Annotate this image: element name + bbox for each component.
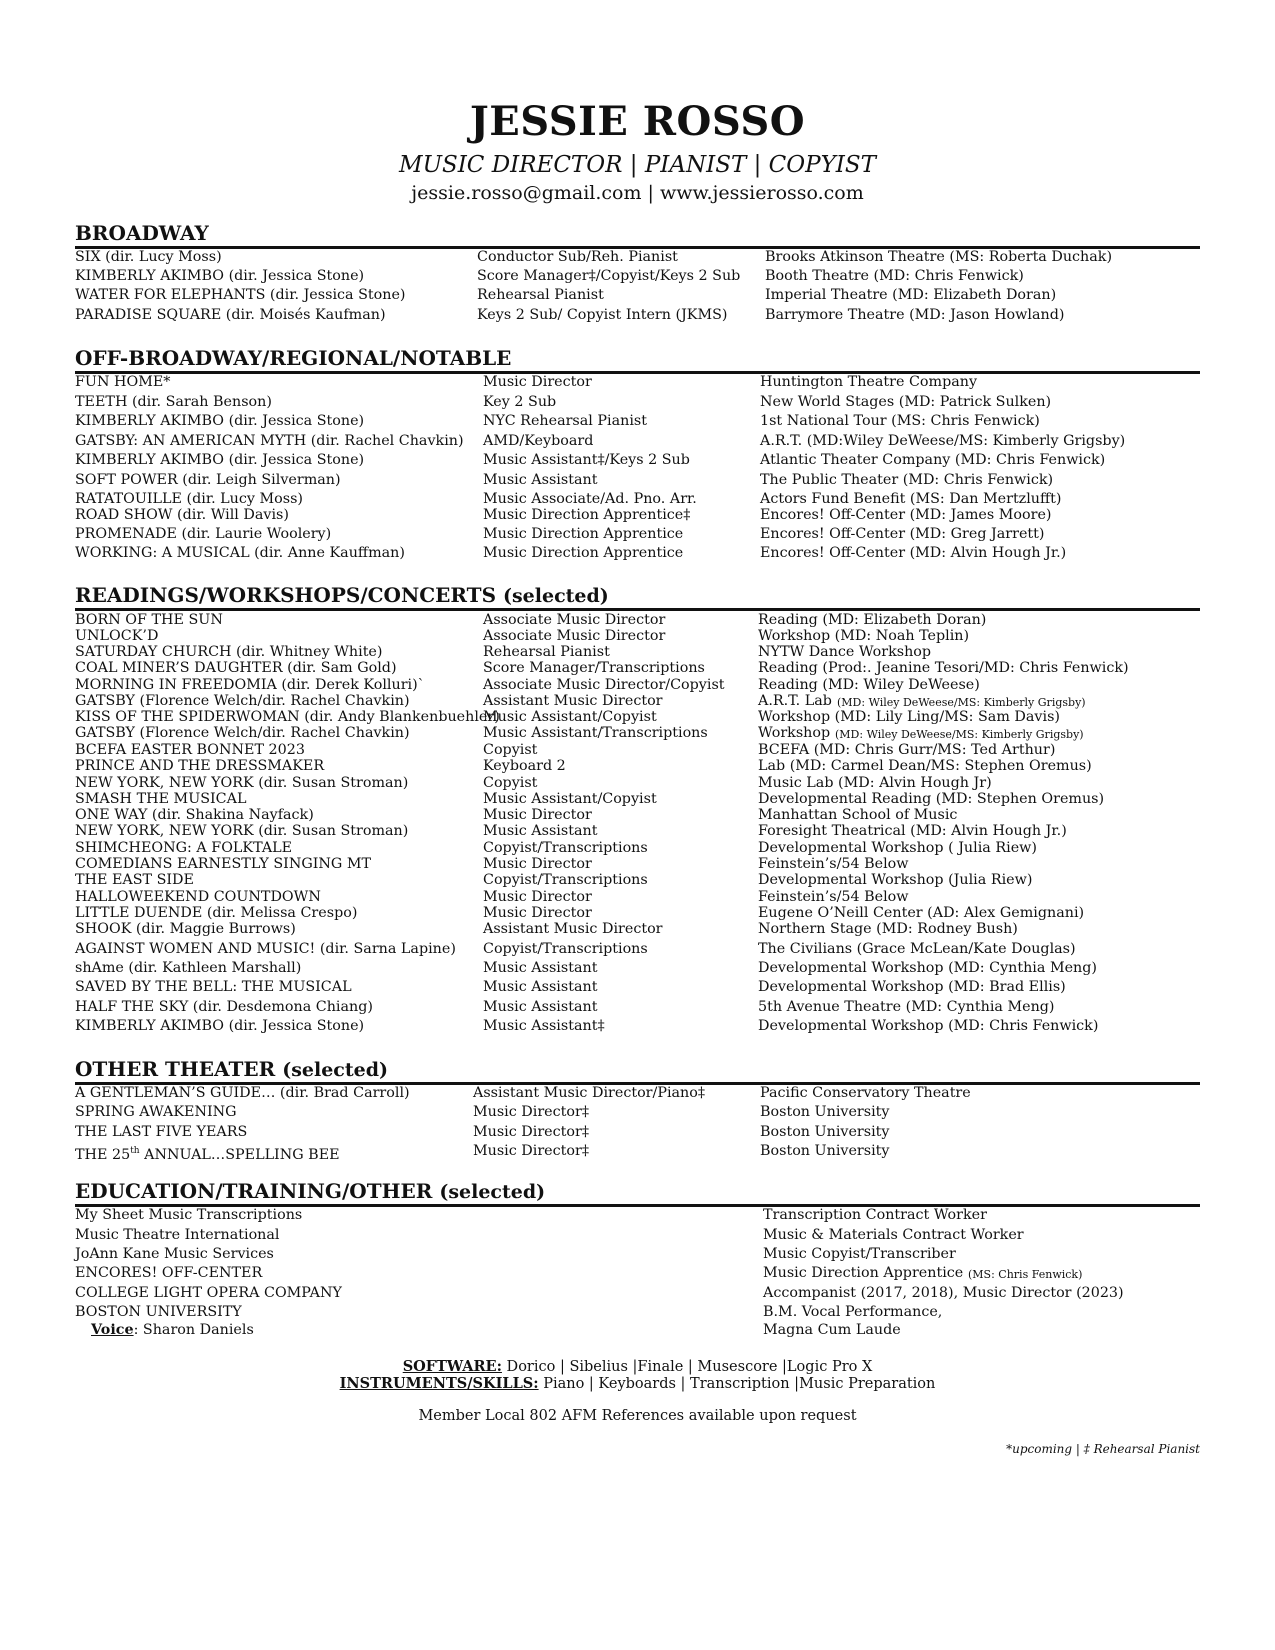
credit-role: Music Director [483, 905, 592, 921]
member-line: Member Local 802 AFM References available upon request [418, 1408, 857, 1424]
credit-title: GATSBY (Florence Welch/dir. Rachel Chavkin) [75, 725, 410, 741]
credit-title: NEW YORK, NEW YORK (dir. Susan Stroman) [75, 775, 409, 791]
credit-venue: Feinstein’s/54 Below [758, 889, 909, 905]
credit-role: Music Director‡ [473, 1124, 589, 1140]
list-item [75, 1227, 1200, 1244]
credit-venue: Boston University [760, 1104, 890, 1120]
credit-role: Music Director [483, 374, 592, 390]
credit-role: Music Assistant/Copyist [483, 709, 657, 725]
list-item [75, 725, 1200, 742]
education-org: COLLEGE LIGHT OPERA COMPANY [75, 1285, 342, 1301]
list-item [75, 677, 1200, 694]
list-item [75, 742, 1200, 759]
education-detail: Magna Cum Laude [763, 1322, 901, 1338]
credit-title: SATURDAY CHURCH (dir. Whitney White) [75, 644, 383, 660]
list-item [75, 905, 1200, 922]
credit-venue: BCEFA (MD: Chris Gurr/MS: Ted Arthur) [758, 742, 1056, 758]
credit-title: THE 25th ANNUAL…SPELLING BEE [75, 1146, 340, 1163]
list-item [75, 999, 1200, 1016]
credit-title: HALLOWEEKEND COUNTDOWN [75, 889, 321, 905]
credit-venue: Music Lab (MD: Alvin Hough Jr) [758, 775, 992, 791]
list-item [75, 307, 1200, 324]
section-title-other: OTHER THEATER (selected) [75, 1057, 388, 1081]
credit-role: Music Assistant [483, 960, 598, 976]
credit-role: Music Director‡ [473, 1143, 589, 1159]
credit-role: Music Director [483, 856, 592, 872]
education-detail: B.M. Vocal Performance, [763, 1304, 943, 1320]
software-value: Dorico | Sibelius |Finale | Musescore |Logic Pro X [501, 1359, 873, 1375]
credit-venue: Northern Stage (MD: Rodney Bush) [758, 921, 1018, 937]
credit-venue: Encores! Off-Center (MD: Alvin Hough Jr.) [760, 545, 1067, 561]
credit-venue: NYTW Dance Workshop [758, 644, 932, 660]
credit-role: Score Manager‡/Copyist/Keys 2 Sub [477, 268, 741, 284]
credit-role: Music Assistant‡ [483, 1018, 605, 1034]
list-item [75, 1085, 1200, 1102]
credit-venue: Workshop [758, 725, 831, 741]
list-item [75, 941, 1200, 958]
list-item [75, 856, 1200, 873]
credit-title: ROAD SHOW (dir. Will Davis) [75, 507, 289, 523]
credit-venue: The Civilians (Grace McLean/Kate Douglas) [758, 941, 1076, 957]
credit-role: Music Director‡ [473, 1104, 589, 1120]
credit-role: NYC Rehearsal Pianist [483, 413, 647, 429]
list-item [75, 823, 1200, 840]
list-item [75, 1104, 1200, 1121]
list-item [75, 433, 1200, 450]
education-detail: Music Copyist/Transcriber [763, 1246, 956, 1262]
credit-role: Music Director [483, 889, 592, 905]
list-item [75, 921, 1200, 938]
credit-role: Copyist/Transcriptions [483, 840, 648, 856]
list-item [75, 545, 1200, 562]
credit-role: Music Direction Apprentice‡ [483, 507, 691, 523]
credit-title: KIMBERLY AKIMBO (dir. Jessica Stone) [75, 452, 365, 468]
credit-title: LITTLE DUENDE (dir. Melissa Crespo) [75, 905, 358, 921]
section-title-readings: READINGS/WORKSHOPS/CONCERTS (selected) [75, 583, 609, 607]
list-item [75, 268, 1200, 285]
education-detail: Music Direction Apprentice [763, 1265, 964, 1281]
education-org: ENCORES! OFF-CENTER [75, 1265, 263, 1281]
credit-title: ONE WAY (dir. Shakina Nayfack) [75, 807, 314, 823]
education-org: Music Theatre International [75, 1227, 280, 1243]
credit-title: NEW YORK, NEW YORK (dir. Susan Stroman) [75, 823, 409, 839]
credit-title: shAme (dir. Kathleen Marshall) [75, 960, 302, 976]
credit-title: UNLOCK’D [75, 628, 159, 644]
credit-title: PROMENADE (dir. Laurie Woolery) [75, 526, 332, 542]
list-item [75, 775, 1200, 792]
credit-venue: Developmental Reading (MD: Stephen Oremus) [758, 791, 1105, 807]
voice-value: : Sharon Daniels [133, 1322, 254, 1338]
credit-role: Rehearsal Pianist [477, 287, 604, 303]
credit-venue: Brooks Atkinson Theatre (MS: Roberta Duchak) [765, 249, 1113, 265]
list-item [75, 979, 1200, 996]
resume-title: MUSIC DIRECTOR | PIANIST | COPYIST [399, 152, 876, 178]
credit-venue: Huntington Theatre Company [760, 374, 978, 390]
credit-role: Associate Music Director/Copyist [483, 677, 725, 693]
credit-role: Copyist/Transcriptions [483, 872, 648, 888]
credit-title: KIMBERLY AKIMBO (dir. Jessica Stone) [75, 1018, 365, 1034]
credit-role: Rehearsal Pianist [483, 644, 610, 660]
list-item [75, 507, 1200, 524]
credit-venue: Atlantic Theater Company (MD: Chris Fenwick) [760, 452, 1106, 468]
list-item [75, 840, 1200, 857]
credit-title: THE EAST SIDE [75, 872, 194, 888]
list-item [75, 758, 1200, 775]
credit-title: MORNING IN FREEDOMIA (dir. Derek Kolluri)` [75, 677, 425, 693]
education-detail-note: (MS: Chris Fenwick) [968, 1268, 1083, 1281]
resume-page [75, 0, 1200, 1650]
credit-role: Music Assistant [483, 999, 598, 1015]
list-item [75, 452, 1200, 469]
list-item [75, 249, 1200, 266]
credit-role: Music Assistant [483, 823, 598, 839]
credit-role: Music Associate/Ad. Pno. Arr. [483, 491, 697, 507]
list-item [75, 526, 1200, 543]
credit-title: SIX (dir. Lucy Moss) [75, 249, 222, 265]
credit-role: Music Assistant‡/Keys 2 Sub [483, 452, 690, 468]
credit-venue: Developmental Workshop (Julia Riew) [758, 872, 1033, 888]
credit-role: AMD/Keyboard [483, 432, 594, 449]
credit-role: Assistant Music Director [483, 921, 663, 937]
credit-venue: Feinstein’s/54 Below [758, 856, 909, 872]
list-item [75, 1285, 1200, 1302]
list-item [75, 889, 1200, 906]
credit-venue: Actors Fund Benefit (MS: Dan Mertzlufft) [760, 491, 1062, 507]
list-item [75, 1304, 1200, 1321]
credit-venue: Workshop (MD: Noah Teplin) [758, 628, 970, 644]
credit-venue-detail: (MD: Wiley DeWeese/MS: Kimberly Grigsby) [835, 728, 1084, 741]
credit-role: Keyboard 2 [483, 758, 566, 774]
credit-venue: 1st National Tour (MS: Chris Fenwick) [760, 413, 1040, 429]
list-item [75, 612, 1200, 629]
list-item [75, 1018, 1200, 1035]
credit-title: KIMBERLY AKIMBO (dir. Jessica Stone) [75, 413, 365, 429]
credit-title: SMASH THE MUSICAL [75, 791, 247, 807]
credit-venue: 5th Avenue Theatre (MD: Cynthia Meng) [758, 999, 1055, 1015]
education-detail: Transcription Contract Worker [763, 1207, 987, 1223]
credit-title: COAL MINER’S DAUGHTER (dir. Sam Gold) [75, 660, 397, 676]
credit-venue: Booth Theatre (MD: Chris Fenwick) [765, 268, 1024, 284]
credit-role: Conductor Sub/Reh. Pianist [477, 249, 678, 265]
credit-title: RATATOUILLE (dir. Lucy Moss) [75, 491, 304, 507]
credit-venue-detail: (MD: Wiley DeWeese/MS: Kimberly Grigsby) [837, 696, 1086, 709]
section-title-broadway: BROADWAY [75, 221, 209, 245]
list-item [75, 807, 1200, 824]
credit-venue: New World Stages (MD: Patrick Sulken) [760, 393, 1052, 410]
credit-venue: Foresight Theatrical (MD: Alvin Hough Jr.) [758, 823, 1067, 839]
list-item [75, 960, 1200, 977]
section-rule [75, 608, 1200, 611]
skills-line [75, 1375, 1200, 1393]
list-item [75, 693, 1200, 710]
credit-role: Copyist [483, 775, 538, 791]
credit-title: BORN OF THE SUN [75, 612, 223, 628]
credit-venue: A.R.T. Lab [758, 693, 832, 709]
software-label: SOFTWARE: [402, 1358, 502, 1375]
list-item [75, 791, 1200, 808]
credit-role: Assistant Music Director [483, 693, 663, 709]
credit-venue: Reading (Prod:. Jeanine Tesori/MD: Chris Fenwick) [758, 660, 1129, 676]
credit-venue: Encores! Off-Center (MD: James Moore) [760, 507, 1052, 523]
credit-title: AGAINST WOMEN AND MUSIC! (dir. Sarna Lapine) [75, 941, 456, 957]
credit-venue: A.R.T. (MD:Wiley DeWeese/MS: Kimberly Grigsby) [760, 432, 1126, 449]
credit-venue: Developmental Workshop (MD: Chris Fenwick) [758, 1018, 1099, 1034]
credit-role: Music Assistant [483, 979, 598, 995]
list-item [75, 709, 1200, 726]
resume-name: JESSIE ROSSO [469, 98, 806, 145]
list-item [75, 491, 1200, 508]
contact-line: jessie.rosso@gmail.com | www.jessierosso.com [411, 182, 864, 204]
credit-venue: Developmental Workshop ( Julia Riew) [758, 840, 1037, 856]
credit-venue: Boston University [760, 1143, 890, 1159]
credit-title: A GENTLEMAN’S GUIDE… (dir. Brad Carroll) [75, 1085, 410, 1101]
credit-role: Keys 2 Sub/ Copyist Intern (JKMS) [477, 307, 728, 323]
education-detail: Accompanist (2017, 2018), Music Director (2023) [763, 1285, 1124, 1301]
legend-note: *upcoming | ‡ Rehearsal Pianist [1006, 1442, 1200, 1456]
credit-title: GATSBY: AN AMERICAN MYTH (dir. Rachel Chavkin) [75, 432, 464, 449]
voice-label: Voice [91, 1322, 134, 1338]
credit-venue: Developmental Workshop (MD: Brad Ellis) [758, 979, 1066, 995]
credit-venue: Manhattan School of Music [758, 807, 958, 823]
credit-venue: Workshop (MD: Lily Ling/MS: Sam Davis) [758, 709, 1060, 725]
credit-role: Associate Music Director [483, 628, 666, 644]
list-item [75, 1265, 1200, 1282]
credit-title: BCEFA EASTER BONNET 2023 [75, 742, 305, 758]
credit-venue: Reading (MD: Wiley DeWeese) [758, 677, 980, 693]
credit-role: Music Director [483, 807, 592, 823]
education-org: My Sheet Music Transcriptions [75, 1207, 303, 1223]
credit-title: SOFT POWER (dir. Leigh Silverman) [75, 471, 341, 488]
credit-title: SHOOK (dir. Maggie Burrows) [75, 921, 296, 937]
credit-venue: The Public Theater (MD: Chris Fenwick) [760, 471, 1054, 488]
credit-role: Assistant Music Director/Piano‡ [473, 1085, 706, 1101]
list-item [75, 413, 1200, 430]
credit-role: Key 2 Sub [483, 393, 557, 410]
credit-venue: Imperial Theatre (MD: Elizabeth Doran) [765, 287, 1057, 303]
list-item [75, 287, 1200, 304]
credit-venue: Eugene O’Neill Center (AD: Alex Gemignani) [758, 905, 1085, 921]
credit-title: SHIMCHEONG: A FOLKTALE [75, 840, 293, 856]
education-org: BOSTON UNIVERSITY [75, 1304, 242, 1320]
credit-venue: Barrymore Theatre (MD: Jason Howland) [765, 307, 1065, 323]
credit-title: COMEDIANS EARNESTLY SINGING MT [75, 856, 372, 872]
credit-role: Score Manager/Transcriptions [483, 660, 705, 676]
education-detail: Music & Materials Contract Worker [763, 1227, 1024, 1243]
list-item [75, 1207, 1200, 1224]
software-line [75, 1358, 1200, 1376]
credit-title: GATSBY (Florence Welch/dir. Rachel Chavkin) [75, 693, 410, 709]
section-title-education: EDUCATION/TRAINING/OTHER (selected) [75, 1179, 546, 1203]
credit-role: Music Assistant/Copyist [483, 791, 657, 807]
credit-role: Music Direction Apprentice [483, 545, 684, 561]
credit-title: SPRING AWAKENING [75, 1104, 237, 1120]
credit-title: PARADISE SQUARE (dir. Moisés Kaufman) [75, 307, 386, 323]
credit-title: SAVED BY THE BELL: THE MUSICAL [75, 979, 352, 995]
credit-role: Associate Music Director [483, 612, 666, 628]
list-item [75, 660, 1200, 677]
credit-venue: Encores! Off-Center (MD: Greg Jarrett) [760, 526, 1045, 542]
section-title-offbroadway: OFF-BROADWAY/REGIONAL/NOTABLE [75, 346, 512, 370]
credit-role: Copyist/Transcriptions [483, 941, 648, 957]
education-org: JoAnn Kane Music Services [75, 1246, 274, 1262]
credit-title: FUN HOME* [75, 374, 171, 390]
list-item [75, 1322, 1200, 1339]
credit-venue: Reading (MD: Elizabeth Doran) [758, 612, 987, 628]
list-item [75, 394, 1200, 411]
credit-role: Music Assistant [483, 471, 598, 488]
credit-title: WATER FOR ELEPHANTS (dir. Jessica Stone) [75, 287, 406, 303]
skills-value: Piano | Keyboards | Transcription |Music Preparation [538, 1376, 936, 1392]
list-item [75, 872, 1200, 889]
credit-role: Copyist [483, 742, 538, 758]
list-item [75, 374, 1200, 391]
credit-title: THE LAST FIVE YEARS [75, 1124, 248, 1140]
skills-label: INSTRUMENTS/SKILLS: [339, 1375, 539, 1392]
credit-title: TEETH (dir. Sarah Benson) [75, 393, 272, 410]
list-item [75, 1246, 1200, 1263]
credit-venue: Boston University [760, 1124, 890, 1140]
credit-venue: Lab (MD: Carmel Dean/MS: Stephen Oremus) [758, 758, 1092, 774]
credit-title: HALF THE SKY (dir. Desdemona Chiang) [75, 999, 373, 1015]
list-item [75, 1143, 1200, 1163]
list-item [75, 628, 1200, 645]
credit-title: WORKING: A MUSICAL (dir. Anne Kauffman) [75, 545, 405, 561]
credit-title: PRINCE AND THE DRESSMAKER [75, 758, 325, 774]
credit-title: KISS OF THE SPIDERWOMAN (dir. Andy Blankenbuehler) [75, 709, 500, 725]
credit-role: Music Direction Apprentice [483, 526, 684, 542]
credit-title: KIMBERLY AKIMBO (dir. Jessica Stone) [75, 268, 365, 284]
list-item [75, 644, 1200, 661]
list-item [75, 472, 1200, 489]
credit-venue: Developmental Workshop (MD: Cynthia Meng) [758, 960, 1097, 976]
credit-role: Music Assistant/Transcriptions [483, 725, 708, 741]
list-item [75, 1124, 1200, 1141]
credit-venue: Pacific Conservatory Theatre [760, 1085, 971, 1101]
